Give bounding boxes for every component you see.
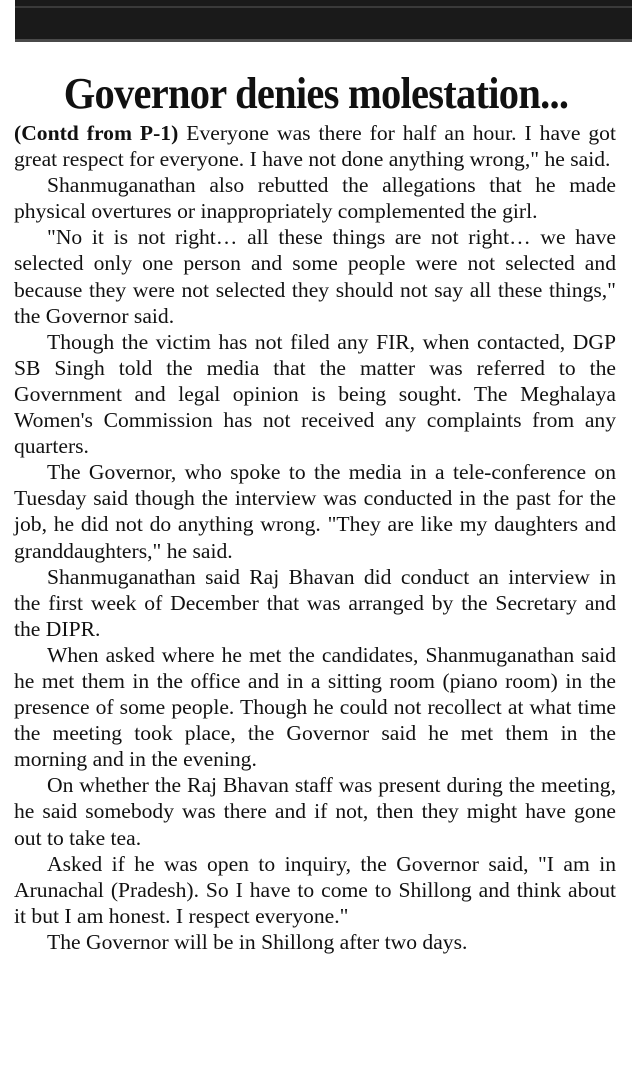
article-paragraph: The Governor will be in Shillong after two days.: [47, 929, 468, 954]
article-paragraph-1: [14, 120, 616, 172]
header-bar-rule: [15, 6, 632, 8]
article-paragraph: Though the victim has not filed any FIR, when contacted, DGP SB Singh told the media that the matter was referred to the Government and legal opinion is being sought. The Meghalaya Women's Commission has not received any complaints from any quarters.: [14, 329, 616, 459]
header-bar: [15, 0, 632, 42]
article-paragraph: When asked where he met the candidates, Shanmuganathan said he met them in the office and in a sitting room (piano room) in the presence of some people. Though he could not recollect at what time the meeting took place, the Governor said he met them in the morning and in the evening.: [14, 642, 616, 772]
headline: Governor denies molestation...: [63, 69, 569, 118]
article-paragraph: On whether the Raj Bhavan staff was present during the meeting, he said somebody was there and if not, then they might have gone out to take tea.: [14, 773, 616, 850]
article-paragraph: Shanmuganathan said Raj Bhavan did conduct an interview in the first week of December that was arranged by the Secretary and the DIPR.: [14, 564, 616, 641]
article-paragraph: "No it is not right… all these things are not right… we have selected only one person and some people were not selected and because they were not selected they should not say all these things," the Governor said.: [14, 225, 616, 328]
article-paragraph: The Governor, who spoke to the media in a tele-conference on Tuesday said though the interview was conducted in the past for the job, he did not do anything wrong. "They are like my daughters and granddaughters," he said.: [14, 460, 616, 563]
article-paragraph-1-text: Everyone was there for half an hour. I have got great respect for everyone. I have not done anything wrong," he said.: [14, 121, 616, 172]
article-paragraph: Shanmuganathan also rebutted the allegations that he made physical overtures or inappropriately complemented the girl.: [14, 173, 616, 224]
continued-from-label: (Contd from P-1): [14, 121, 179, 145]
article-body: [14, 120, 616, 955]
article-paragraph: Asked if he was open to inquiry, the Governor said, "I am in Arunachal (Pradesh). So I have to come to Shillong and think about it but I am honest. I respect everyone.": [14, 851, 616, 928]
